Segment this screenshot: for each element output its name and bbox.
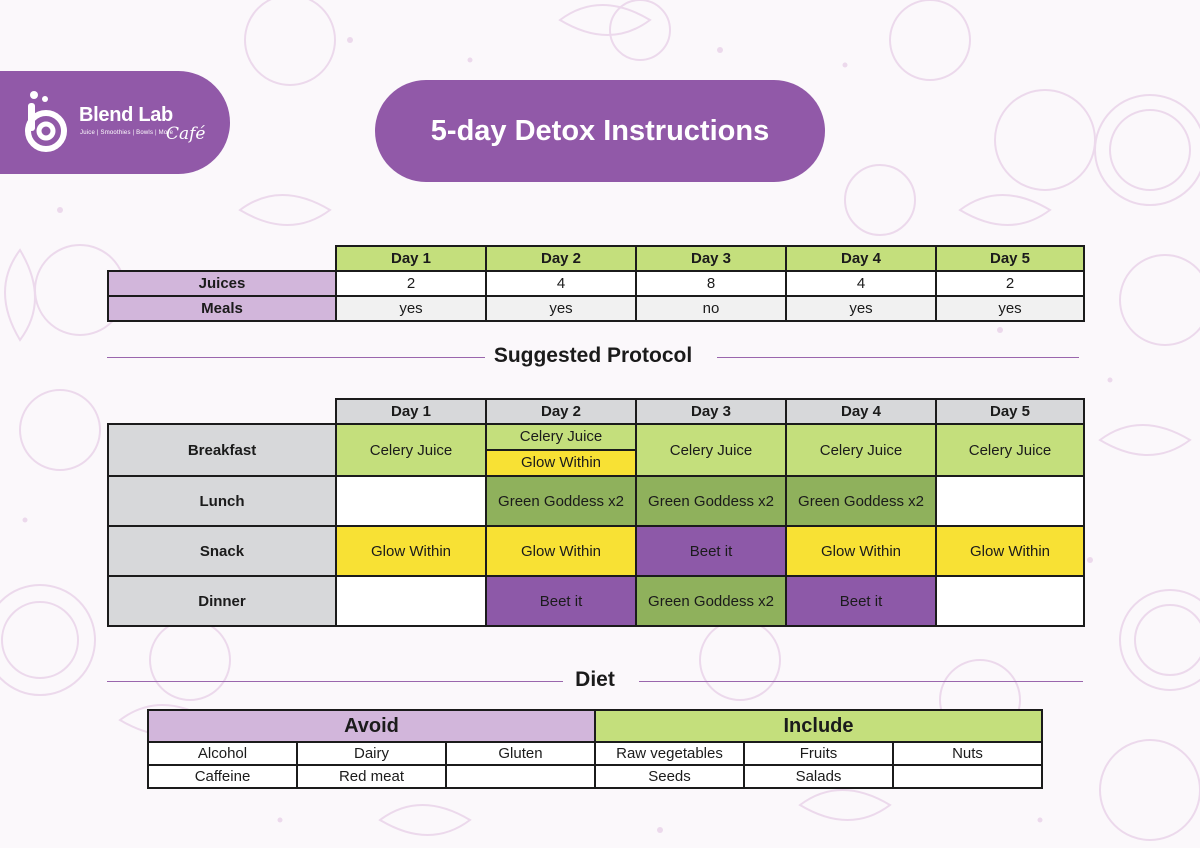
- protocol-day-header: Day 4: [786, 399, 936, 424]
- include-item: Raw vegetables: [595, 742, 744, 765]
- protocol-cell: Beet it: [636, 526, 786, 576]
- summary-cell: 4: [786, 271, 936, 296]
- avoid-item: Caffeine: [148, 765, 297, 788]
- protocol-row-label: Lunch: [108, 476, 336, 526]
- protocol-row-label: Snack: [108, 526, 336, 576]
- protocol-day-header: Day 1: [336, 399, 486, 424]
- diet-row: [148, 742, 1042, 765]
- avoid-item: Alcohol: [148, 742, 297, 765]
- protocol-cell: Green Goddess x2: [636, 576, 786, 626]
- summary-day-header: Day 1: [336, 246, 486, 271]
- protocol-cell: Green Goddess x2: [636, 476, 786, 526]
- protocol-heading: [107, 344, 1079, 370]
- summary-row-juices: [108, 271, 1084, 296]
- summary-day-header: Day 5: [936, 246, 1084, 271]
- summary-day-header: Day 4: [786, 246, 936, 271]
- protocol-row-breakfast: [108, 424, 1084, 476]
- include-item: Salads: [744, 765, 893, 788]
- summary-cell: no: [636, 296, 786, 321]
- avoid-item: Red meat: [297, 765, 446, 788]
- diet-heading-label: Diet: [575, 668, 615, 691]
- summary-cell: yes: [336, 296, 486, 321]
- summary-cell: 2: [336, 271, 486, 296]
- summary-cell: 4: [486, 271, 636, 296]
- protocol-cell: Glow Within: [936, 526, 1084, 576]
- summary-cell: yes: [486, 296, 636, 321]
- protocol-cell: [936, 576, 1084, 626]
- summary-cell: yes: [936, 296, 1084, 321]
- protocol-row-snack: [108, 526, 1084, 576]
- protocol-cell: [336, 476, 486, 526]
- protocol-day-header: Day 2: [486, 399, 636, 424]
- protocol-corner: [108, 399, 336, 424]
- protocol-cell: Celery Juice: [786, 424, 936, 476]
- brand-logo: [0, 71, 230, 174]
- protocol-day-header: Day 3: [636, 399, 786, 424]
- summary-header-row: [108, 246, 1084, 271]
- diet-table: [147, 709, 1043, 789]
- avoid-item: Dairy: [297, 742, 446, 765]
- protocol-row-dinner: [108, 576, 1084, 626]
- blend-lab-logo-icon: [18, 89, 70, 155]
- protocol-row-label: Dinner: [108, 576, 336, 626]
- summary-cell: yes: [786, 296, 936, 321]
- protocol-cell: Glow Within: [487, 449, 635, 475]
- protocol-cell: [936, 476, 1084, 526]
- include-item: Fruits: [744, 742, 893, 765]
- protocol-cell: Beet it: [486, 576, 636, 626]
- protocol-heading-label: Suggested Protocol: [493, 344, 693, 367]
- include-header: Include: [595, 710, 1042, 742]
- protocol-row-lunch: [108, 476, 1084, 526]
- avoid-item: [446, 765, 595, 788]
- diet-header-row: [148, 710, 1042, 742]
- avoid-item: Gluten: [446, 742, 595, 765]
- protocol-cell: Celery Juice: [636, 424, 786, 476]
- protocol-row-label: Breakfast: [108, 424, 336, 476]
- include-item: Seeds: [595, 765, 744, 788]
- include-item: Nuts: [893, 742, 1042, 765]
- diet-row: [148, 765, 1042, 788]
- summary-cell: 8: [636, 271, 786, 296]
- protocol-cell: Celery Juice: [487, 425, 635, 449]
- summary-cell: 2: [936, 271, 1084, 296]
- protocol-table: [107, 398, 1085, 627]
- avoid-header: Avoid: [148, 710, 595, 742]
- protocol-cell: Glow Within: [336, 526, 486, 576]
- protocol-day-header: Day 5: [936, 399, 1084, 424]
- summary-day-header: Day 3: [636, 246, 786, 271]
- protocol-cell-split: [486, 424, 636, 476]
- protocol-cell: Glow Within: [486, 526, 636, 576]
- summary-corner: [108, 246, 336, 271]
- diet-heading: [107, 668, 1083, 694]
- summary-table: [107, 245, 1085, 322]
- summary-row-label: Juices: [108, 271, 336, 296]
- brand-tagline: Juice | Smoothies | Bowls | More: [80, 130, 174, 136]
- summary-row-label: Meals: [108, 296, 336, 321]
- protocol-cell: Glow Within: [786, 526, 936, 576]
- brand-name: Blend Lab: [79, 104, 173, 126]
- include-item: [893, 765, 1042, 788]
- protocol-cell: Green Goddess x2: [786, 476, 936, 526]
- protocol-cell: [336, 576, 486, 626]
- protocol-cell: Green Goddess x2: [486, 476, 636, 526]
- protocol-cell: Beet it: [786, 576, 936, 626]
- protocol-cell: Celery Juice: [336, 424, 486, 476]
- protocol-header-row: [108, 399, 1084, 424]
- summary-day-header: Day 2: [486, 246, 636, 271]
- page-title: 5-day Detox Instructions: [375, 80, 825, 182]
- summary-row-meals: [108, 296, 1084, 321]
- protocol-cell: Celery Juice: [936, 424, 1084, 476]
- brand-script: Café: [166, 124, 206, 144]
